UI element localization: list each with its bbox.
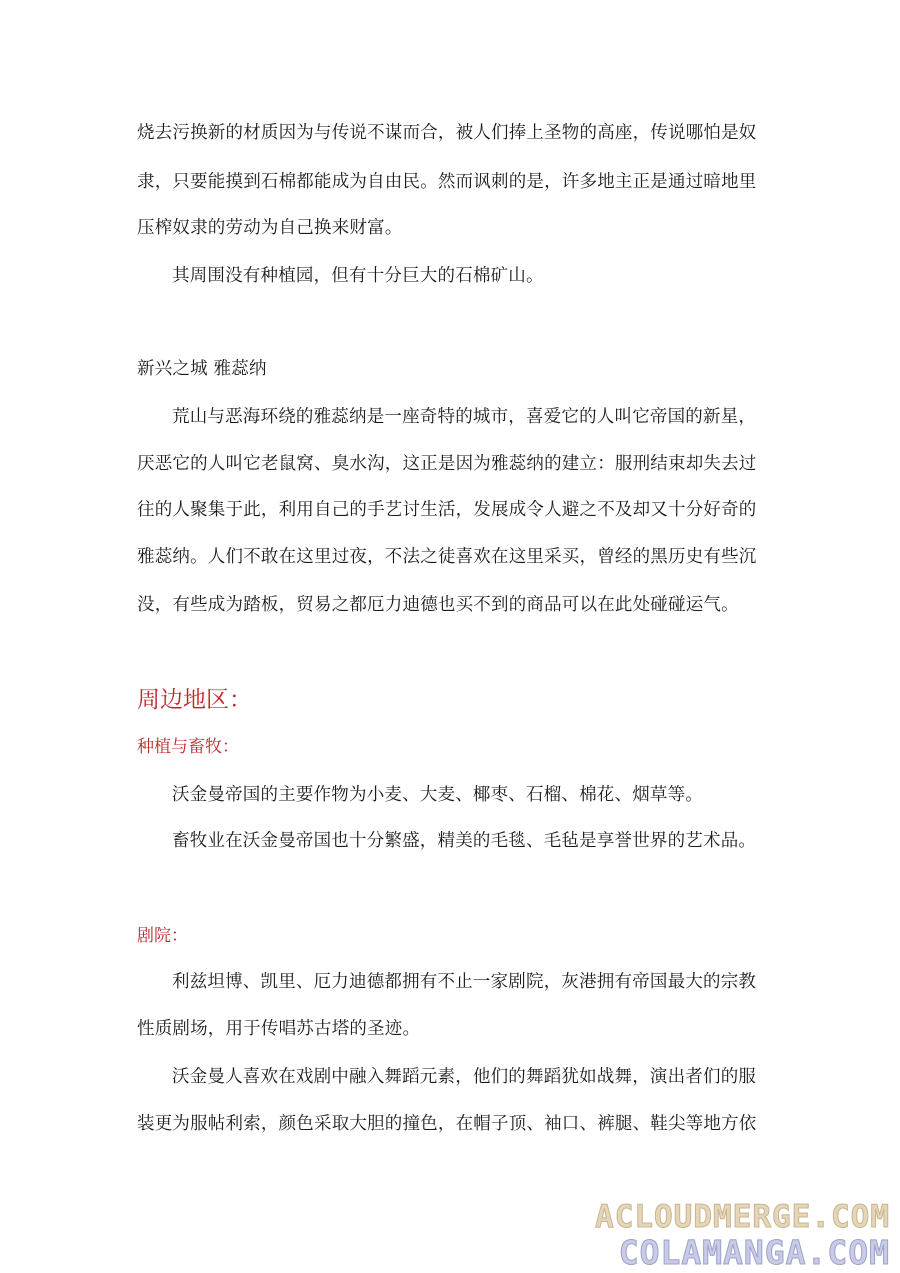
watermark-acloudmerge: ACLOUDMERGE.COM [595, 1199, 890, 1235]
city-heading: 新兴之城 雅蕊纳 [137, 359, 267, 379]
section-title: 周边地区： [137, 687, 252, 713]
agri-title: 种植与畜牧： [137, 737, 239, 757]
city-paragraph-line: 雅蕊纳。人们不敢在这里过夜，不法之徒喜欢在这里采买，曾经的黑历史有些沉 [137, 547, 757, 567]
theater-paragraph-line: 性质剧场，用于传唱苏古塔的圣迹。 [137, 1019, 421, 1039]
theater-paragraph-line: 利兹坦博、凯里、厄力迪德都拥有不止一家剧院，灰港拥有帝国最大的宗教 [172, 972, 757, 992]
theater-paragraph-line: 装更为服帖利索，颜色采取大胆的撞色，在帽子顶、袖口、裤腿、鞋尖等地方依 [137, 1114, 757, 1134]
watermark-colamanga: COLAMANGA.COM [618, 1233, 890, 1272]
paragraph-line: 烧去污换新的材质因为与传说不谋而合，被人们捧上圣物的高座，传说哪怕是奴 [137, 123, 757, 143]
city-paragraph-line: 往的人聚集于此，利用自己的手艺讨生活，发展成令人避之不及却又十分好奇的 [137, 500, 757, 520]
city-paragraph-line: 没，有些成为踏板，贸易之都厄力迪德也买不到的商品可以在此处碰碰运气。 [137, 595, 739, 615]
agri-paragraph: 畜牧业在沃金曼帝国也十分繁盛，精美的毛毯、毛毡是享誉世界的艺术品。 [172, 831, 757, 851]
paragraph-line: 压榨奴隶的劳动为自己换来财富。 [137, 218, 403, 238]
paragraph-line: 隶，只要能摸到石棉都能成为自由民。然而讽刺的是，许多地主正是通过暗地里 [137, 172, 757, 192]
theater-title: 剧院： [137, 926, 188, 946]
city-paragraph-line: 荒山与恶海环绕的雅蕊纳是一座奇特的城市，喜爱它的人叫它帝国的新星， [172, 407, 757, 427]
agri-paragraph: 沃金曼帝国的主要作物为小麦、大麦、椰枣、石榴、棉花、烟草等。 [172, 785, 703, 805]
city-paragraph-line: 厌恶它的人叫它老鼠窝、臭水沟，这正是因为雅蕊纳的建立：服刑结束却失去过 [137, 454, 757, 474]
theater-paragraph-line: 沃金曼人喜欢在戏剧中融入舞蹈元素，他们的舞蹈犹如战舞，演出者们的服 [172, 1067, 757, 1087]
paragraph-mine: 其周围没有种植园，但有十分巨大的石棉矿山。 [172, 266, 544, 286]
